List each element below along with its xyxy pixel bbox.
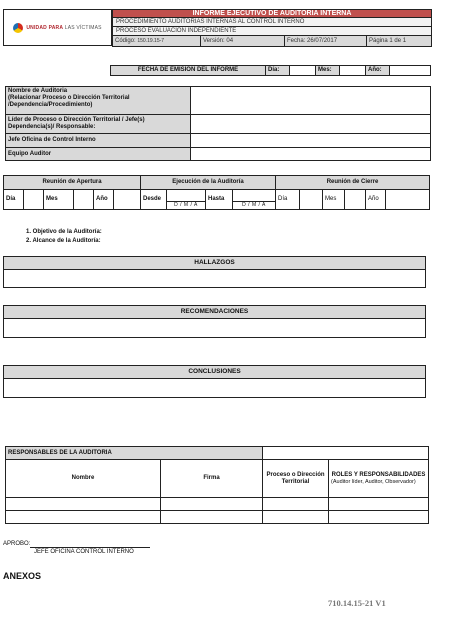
annex-heading: ANEXOS (3, 571, 42, 581)
execution-to-label: Hasta (206, 190, 233, 210)
closing-day-field[interactable] (300, 190, 323, 210)
responsables-table (5, 446, 429, 524)
audit-objective-label: 1. Objetivo de la Auditoría: (26, 229, 102, 235)
document-header (112, 9, 432, 47)
date-format-hint: D / M / A (167, 201, 205, 209)
conclusions-field[interactable] (3, 379, 426, 398)
report-title: INFORME EJECUTIVO DE AUDITORIA INTERNA (113, 10, 432, 18)
process-name: PROCESO EVALUACIÓN INDEPENDIENTE (113, 27, 432, 36)
name-cell[interactable] (6, 511, 161, 524)
version-value: 04 (226, 37, 234, 44)
signature-cell[interactable] (161, 511, 263, 524)
issue-month-field[interactable] (340, 66, 366, 76)
process-column-header: Proceso o Dirección Territorial (263, 460, 329, 498)
opening-year-field[interactable] (114, 190, 141, 210)
audit-scope-label: 2. Alcance de la Auditoría: (26, 238, 101, 244)
name-cell[interactable] (6, 498, 161, 511)
issue-day-label: Día: (266, 66, 290, 76)
opening-day-label: Día (4, 190, 24, 210)
issue-year-label: Año: (366, 66, 390, 76)
closing-year-label: Año (366, 190, 386, 210)
process-leader-field[interactable] (191, 115, 431, 134)
execution-from-field[interactable] (167, 190, 206, 210)
process-leader-label: Líder de Proceso o Dirección Territorial / Jefe(s) Dependencia(s)/ Responsable: (6, 115, 191, 134)
logo-text-rest: LAS VÍCTIMAS (64, 24, 102, 31)
execution-from-label: Desde (141, 190, 167, 210)
table-row (6, 498, 429, 511)
conclusions-header: CONCLUSIONES (3, 365, 426, 379)
closing-year-field[interactable] (386, 190, 430, 210)
version-label: Versión: (203, 37, 225, 44)
audit-name-label: Nombre de Auditoria (Relacionar Proceso o Dirección Territorial /Dependencia/Procedimiento) (6, 87, 191, 115)
audit-team-field[interactable] (191, 148, 431, 161)
recommendations-field[interactable] (3, 319, 426, 338)
closing-month-field[interactable] (345, 190, 366, 210)
closing-meeting-header: Reunión de Cierre (276, 176, 430, 190)
name-column-header: Nombre (6, 460, 161, 498)
findings-header: HALLAZGOS (3, 256, 426, 270)
responsables-title: RESPONSABLES DE LA AUDITORIA (6, 447, 263, 460)
roles-cell[interactable] (329, 498, 429, 511)
execution-to-field[interactable] (233, 190, 276, 210)
logo-text (26, 25, 101, 31)
audit-name-field[interactable] (191, 87, 431, 115)
issue-year-field[interactable] (390, 66, 431, 76)
opening-month-label: Mes (44, 190, 74, 210)
approval-label: APROBO: (3, 541, 31, 547)
closing-month-label: Mes (323, 190, 345, 210)
date-format-hint: D / M / A (233, 201, 275, 209)
control-chief-label: Jefe Oficina de Control Interno (6, 134, 191, 148)
opening-month-field[interactable] (74, 190, 94, 210)
date-label: Fecha: (287, 37, 306, 44)
roles-title: ROLES Y RESPONSABILIDADES (331, 471, 426, 478)
page-number: Página 1 de 1 (367, 36, 432, 47)
date-value: 26/07/2017 (307, 37, 338, 44)
issue-date-row (110, 65, 431, 76)
recommendations-header: RECOMENDACIONES (3, 305, 426, 319)
document-code: 710.14.15-21 V1 (328, 598, 386, 608)
opening-year-label: Año (94, 190, 114, 210)
roles-cell[interactable] (329, 511, 429, 524)
table-row (6, 511, 429, 524)
approval-signature-line[interactable] (30, 547, 150, 548)
roles-note: (Auditor líder, Auditor, Observador) (331, 478, 416, 485)
meetings-table (3, 175, 430, 210)
opening-meeting-header: Reunión de Apertura (4, 176, 141, 190)
code-value: 150.19.15-7 (137, 37, 165, 44)
code-cell (113, 36, 201, 47)
findings-field[interactable] (3, 270, 426, 288)
opening-day-field[interactable] (24, 190, 44, 210)
institution-logo (3, 9, 112, 46)
approval-role: JEFE OFICINA CONTROL INTERNO (34, 549, 134, 555)
code-label: Código: (115, 37, 136, 44)
audit-info-table (5, 86, 431, 161)
process-cell[interactable] (263, 511, 329, 524)
responsables-title-spacer (263, 447, 429, 460)
process-cell[interactable] (263, 498, 329, 511)
issue-day-field[interactable] (290, 66, 316, 76)
closing-day-label: Día (276, 190, 300, 210)
logo-text-strong: UNIDAD PARA (26, 24, 64, 31)
issue-month-label: Mes: (316, 66, 340, 76)
signature-column-header: Firma (161, 460, 263, 498)
audit-team-label: Equipo Auditor (6, 148, 191, 161)
procedure-name: PROCEDIMIENTO AUDITORIAS INTERNAS AL CONTROL INTERNO (113, 18, 432, 27)
logo-mark-icon (13, 23, 23, 33)
issue-date-label: FECHA DE EMISIÓN DEL INFORME (111, 66, 266, 76)
roles-column-header (329, 460, 429, 498)
version-cell (201, 36, 285, 47)
control-chief-field[interactable] (191, 134, 431, 148)
date-cell (285, 36, 367, 47)
audit-execution-header: Ejecución de la Auditoría (141, 176, 276, 190)
signature-cell[interactable] (161, 498, 263, 511)
